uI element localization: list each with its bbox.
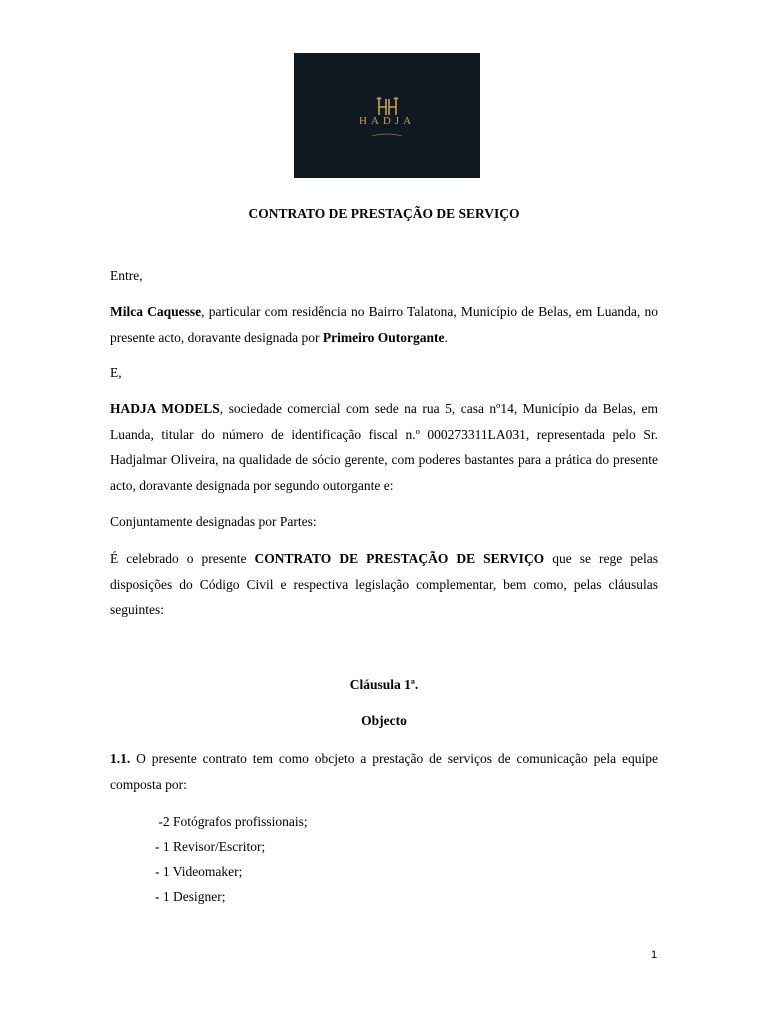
team-list-item: - 1 Videomaker; bbox=[155, 864, 243, 879]
logo-brand-text: HADJA bbox=[358, 115, 416, 127]
contract-celebration-paragraph bbox=[110, 546, 658, 623]
clause-subheading: Objecto bbox=[361, 713, 407, 728]
entre-text: Entre, bbox=[110, 268, 143, 283]
team-list-item: - 1 Designer; bbox=[155, 889, 226, 904]
team-list-item: -2 Fotógrafos profissionais; bbox=[155, 814, 308, 829]
clause-number: 1.1. bbox=[110, 751, 131, 766]
first-party-role: Primeiro Outorgante bbox=[322, 329, 445, 345]
second-party-name: HADJA MODELS bbox=[110, 401, 220, 416]
company-logo bbox=[294, 53, 480, 178]
second-party-paragraph bbox=[110, 396, 658, 498]
celebration-contract-name: CONTRATO DE PRESTAÇÃO DE SERVIÇO bbox=[254, 551, 545, 566]
clause-1-1-paragraph bbox=[110, 746, 658, 797]
clause-text: O presente contrato tem como obcjeto a prestação de serviços de comunicação pela equipe composta por: bbox=[110, 751, 658, 792]
second-party-details: , sociedade comercial com sede na rua 5, casa nº14, Município da Belas, em Luanda, titular do número de identificação fiscal n.º 000273311LA031, representada pelo Sr. Hadjalmar Oliveira, na qualidade de sócio gerente, com poderes bastantes para a prática do presente acto, doravante designada por segundo outorgante e: bbox=[110, 401, 658, 493]
team-list-item: - 1 Revisor/Escritor; bbox=[155, 839, 266, 854]
e-text: E, bbox=[110, 365, 122, 380]
first-party-details: , particular com residência no Bairro Talatona, Município de Belas, em Luanda, no presente acto, doravante designada por bbox=[110, 304, 658, 345]
clause-heading: Cláusula 1ª. bbox=[349, 677, 419, 692]
document-title: CONTRATO DE PRESTAÇÃO DE SERVIÇO bbox=[248, 206, 520, 221]
first-party-paragraph bbox=[110, 299, 658, 350]
first-party-name: Milca Caquesse bbox=[110, 304, 202, 319]
parties-designation-text: Conjuntamente designadas por Partes: bbox=[110, 514, 317, 529]
celebration-post: que se rege pelas disposições do Código Civil e respectiva legislação complementar, bem como, pelas cláusulas seguintes: bbox=[110, 551, 658, 617]
celebration-pre: É celebrado o presente bbox=[110, 551, 255, 566]
page-number: 1 bbox=[651, 949, 658, 961]
first-party-end: . bbox=[444, 329, 448, 345]
